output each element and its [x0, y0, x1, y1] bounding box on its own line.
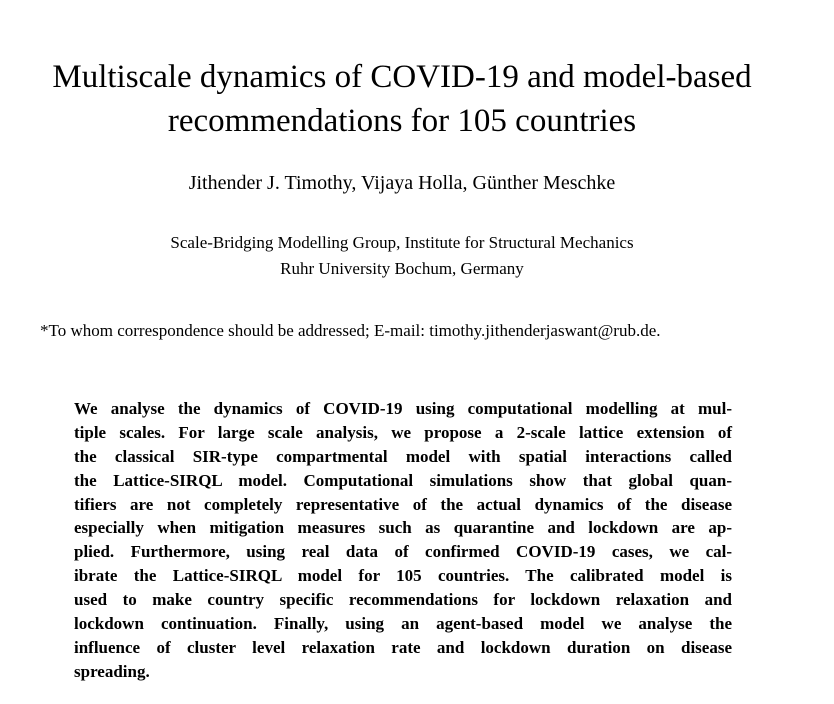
affiliation [0, 230, 804, 282]
abstract-line: tifiers are not completely representative of the actual dynamics of the disease [74, 494, 732, 514]
abstract-line: lockdown continuation. Finally, using an agent-based model we analyse the [74, 614, 732, 634]
abstract-line: influence of cluster level relaxation rate and lockdown duration on disease [74, 637, 732, 657]
abstract-line: We analyse the dynamics of COVID-19 using computational modelling at mul- [74, 399, 732, 418]
correspondence-note: *To whom correspondence should be addressed; E-mail: timothy.jithenderjaswant@rub.de. [40, 321, 661, 340]
abstract-line: the classical SIR-type compartmental model with spatial interactions called [74, 446, 732, 466]
affiliation-line-1: Scale-Bridging Modelling Group, Institute for Structural Mechanics [170, 233, 634, 252]
title-line-2: recommendations for 105 countries [167, 103, 637, 139]
abstract-line: especially when mitigation measures such as quarantine and lockdown are ap- [74, 518, 732, 538]
abstract-line: tiple scales. For large scale analysis, we propose a 2-scale lattice extension of [74, 422, 732, 442]
abstract-line: plied. Furthermore, using real data of confirmed COVID-19 cases, we cal- [74, 542, 732, 562]
abstract-line: the Lattice-SIRQL model. Computational simulations show that global quan- [74, 470, 732, 490]
title-line-1: Multiscale dynamics of COVID-19 and model-based [52, 59, 752, 95]
author-list: Jithender J. Timothy, Vijaya Holla, Günther Meschke [188, 172, 616, 194]
abstract-line: used to make country specific recommendations for lockdown relaxation and [74, 590, 732, 610]
abstract-line: spreading. [74, 661, 150, 681]
paper-title [0, 55, 804, 143]
abstract-line: ibrate the Lattice-SIRQL model for 105 countries. The calibrated model is [74, 566, 732, 586]
abstract [74, 397, 732, 684]
affiliation-line-2: Ruhr University Bochum, Germany [280, 259, 524, 278]
